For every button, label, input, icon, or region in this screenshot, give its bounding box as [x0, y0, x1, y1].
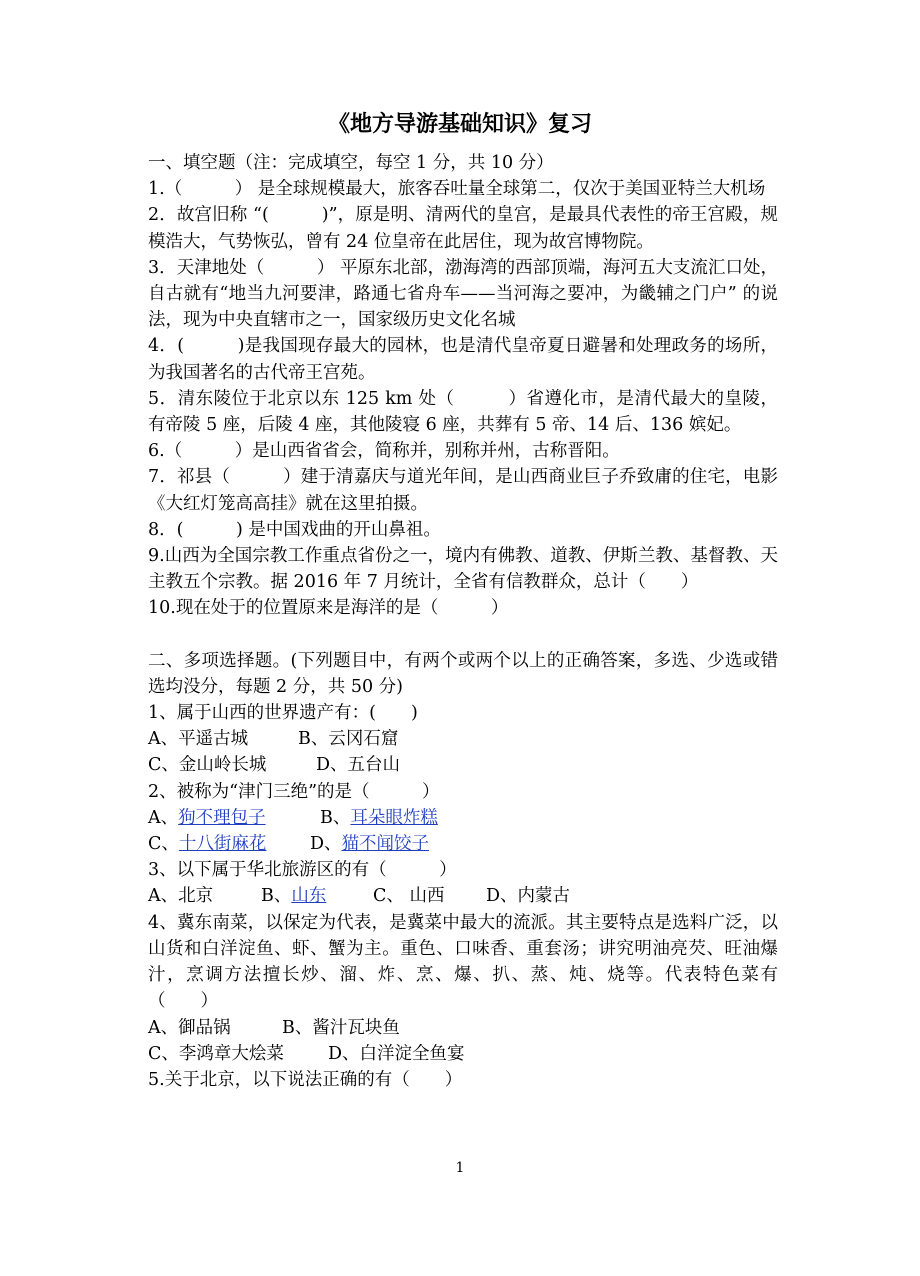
- choice-question-4-stem: 4、冀东南菜，以保定为代表，是冀菜中最大的流派。其主要特点是选料广泛，以山货和白洋淀鱼、虾、蟹为主。重色、口味香、重套汤；讲究明油亮芡、旺油爆汁，烹调方法擅长炒、溜、炸、烹、爆、扒、蒸、炖、烧等。代表特色菜有（ ）: [148, 912, 778, 1012]
- choice-question-2-options-cd: [148, 831, 778, 857]
- option-a: A、御品锅: [148, 1017, 231, 1038]
- option-b-link[interactable]: 耳朵眼炸糕: [350, 807, 438, 828]
- document-body: [148, 150, 778, 1093]
- option-c-link[interactable]: 十八街麻花: [178, 834, 267, 855]
- fill-question-9: 9.山西为全国宗教工作重点省份之一，境内有佛教、道教、伊斯兰教、基督教、天主教五个宗教。据 2016 年 7 月统计，全省有信教群众，总计（ ）: [148, 546, 778, 593]
- option-d: D、五台山: [316, 755, 401, 776]
- choice-question-1-options-cd: [148, 752, 778, 778]
- choice-question-1-options-ab: [148, 726, 778, 752]
- section-spacer: [148, 622, 778, 648]
- option-d: D、内蒙古: [486, 886, 571, 907]
- choice-question-2-stem: 2、被称为“津门三绝”的是（ ）: [148, 781, 440, 802]
- choice-question-1-stem: 1、属于山西的世界遗产有：( ): [148, 703, 418, 724]
- option-b: [320, 805, 438, 831]
- option-c: C、李鸿章大烩菜: [148, 1043, 284, 1064]
- fill-question-10: 10.现在处于的位置原来是海洋的是（ ）: [148, 598, 509, 619]
- option-b: B、云冈石窟: [298, 729, 399, 750]
- option-b-prefix: B、: [261, 886, 292, 907]
- fill-question-2: 2．故宫旧称 “( )”，原是明、清两代的皇宫，是最具代表性的帝王宫殿，规模浩大，气势恢弘，曾有 24 位皇帝在此居住，现为故宫博物院。: [148, 205, 778, 252]
- option-a: [148, 805, 320, 831]
- section1-heading: 一、填空题（注：完成填空，每空 1 分，共 10 分）: [148, 153, 554, 173]
- option-d: [310, 831, 429, 857]
- fill-question-7: 7．祁县（ ）建于清嘉庆与道光年间，是山西商业巨子乔致庸的住宅，电影《大红灯笼高高挂》就在这里拍摄。: [148, 467, 778, 514]
- fill-question-1: 1.（ ） 是全球规模最大，旅客吞吐量全球第二，仅次于美国亚特兰大机场: [148, 179, 766, 200]
- option-d-prefix: D、: [310, 834, 342, 855]
- option-b: [261, 883, 373, 909]
- option-b-link[interactable]: 山东: [291, 886, 327, 907]
- option-c-prefix: C、: [148, 834, 179, 855]
- choice-question-4-options-ab: [148, 1015, 778, 1041]
- choice-question-3-stem: 3、以下属于华北旅游区的有（ ）: [148, 860, 457, 881]
- option-d: D、白洋淀全鱼宴: [328, 1043, 465, 1064]
- choice-question-3-options: [148, 883, 778, 909]
- option-c: [148, 831, 310, 857]
- page-number: 1: [455, 1160, 465, 1176]
- option-a-prefix: A、: [148, 807, 179, 828]
- choice-question-4-options-cd: [148, 1041, 778, 1067]
- document-title: 《地方导游基础知识》复习: [327, 112, 592, 137]
- option-a: A、平遥古城: [148, 729, 249, 750]
- option-b: B、酱汁瓦块鱼: [282, 1017, 400, 1038]
- option-a-link[interactable]: 狗不理包子: [178, 807, 266, 828]
- option-b-prefix: B、: [320, 807, 351, 828]
- choice-question-5-stem: 5.关于北京，以下说法正确的有（ ）: [148, 1069, 463, 1090]
- option-c: C、 山西: [373, 886, 445, 907]
- option-d-link[interactable]: 猫不闻饺子: [341, 834, 430, 855]
- fill-question-4: 4．( )是我国现存最大的园林，也是清代皇帝夏日避暑和处理政务的场所，为我国著名的古代帝王宫苑。: [148, 336, 778, 383]
- fill-question-8: 8．( ) 是中国戏曲的开山鼻祖。: [148, 519, 441, 540]
- option-a: A、北京: [148, 886, 214, 907]
- fill-question-5: 5．清东陵位于北京以东 125 km 处（ ）省遵化市，是清代最大的皇陵，有帝陵 5 座，后陵 4 座，其他陵寝 6 座，共葬有 5 帝、14 后、136 嫔妃。: [148, 388, 778, 436]
- option-c: C、金山岭长城: [148, 755, 267, 776]
- section2-heading: 二、多项选择题。(下列题目中，有两个或两个以上的正确答案，多选、少选或错选均没分，每题 2 分，共 50 分): [148, 650, 778, 697]
- choice-question-2-options-ab: [148, 805, 778, 831]
- fill-question-6: 6.（ ）是山西省省会，简称并，别称并州，古称晋阳。: [148, 441, 620, 462]
- fill-question-3: 3．天津地处（ ） 平原东北部，渤海湾的西部顶端，海河五大支流汇口处，自古就有“地当九河要津，路通七省舟车——当河海之要冲，为畿辅之门户” 的说法，现为中央直辖市之一，国家级历史文化名城: [148, 257, 778, 331]
